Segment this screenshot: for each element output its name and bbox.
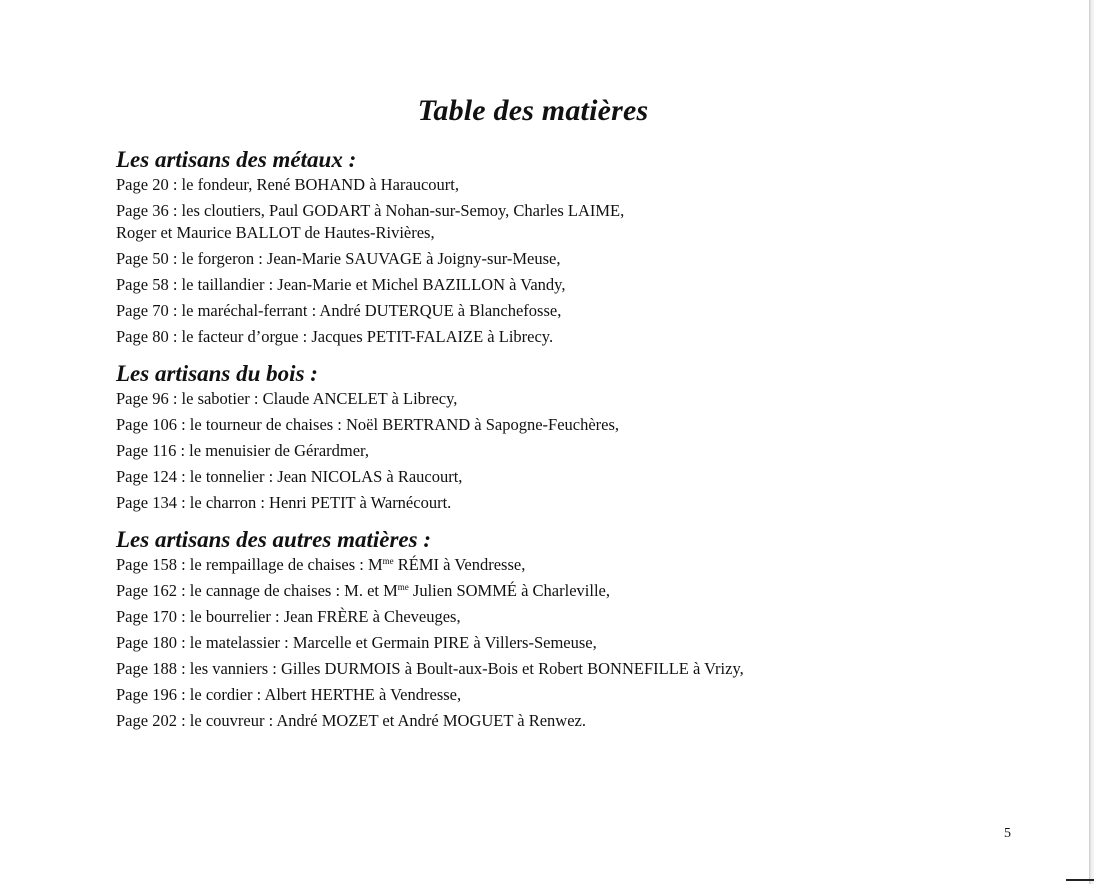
toc-entry [116,492,1056,514]
toc-entry [116,274,1056,296]
toc-entry [116,632,1056,654]
toc-entry-line: Page 20 : le fondeur, René BOHAND à Haraucourt, [116,175,459,194]
toc-entry-text: Page 158 : le rempaillage de chaises : M [116,555,383,574]
toc-entry-line: Page 134 : le charron : Henri PETIT à Warnécourt. [116,493,452,512]
toc-entry-text: Page 162 : le cannage de chaises : M. et M [116,581,398,600]
toc-entry [116,200,1056,244]
toc-entry [116,440,1056,462]
superscript-abbreviation: me [382,556,394,566]
toc-entry [116,658,1056,680]
toc-entry-line: Page 124 : le tonnelier : Jean NICOLAS à Raucourt, [116,467,463,486]
toc-entry [116,684,1056,706]
toc-entry [116,580,1056,602]
toc-entry-line: Page 180 : le matelassier : Marcelle et Germain PIRE à Villers-Semeuse, [116,633,597,652]
toc-entry-line: Page 96 : le sabotier : Claude ANCELET à Librecy, [116,389,458,408]
page-number: 5 [1004,826,1011,841]
toc-entry-line: Page 58 : le taillandier : Jean-Marie et Michel BAZILLON à Vandy, [116,275,566,294]
section-other-materials [116,526,1056,732]
page-title: Table des matières [417,94,649,128]
toc-entry-line: Page 170 : le bourrelier : Jean FRÈRE à Cheveuges, [116,607,461,626]
toc-entry [116,606,1056,628]
toc-entry-line [116,554,1056,576]
toc-entry-line: Page 36 : les cloutiers, Paul GODART à Nohan-sur-Semoy, Charles LAIME, [116,201,625,220]
toc-entry [116,248,1056,270]
superscript-abbreviation: me [397,582,409,592]
toc-entry [116,300,1056,322]
section-heading-metals: Les artisans des métaux : [116,147,357,172]
toc-entry [116,326,1056,348]
toc-entry-line: Page 116 : le menuisier de Gérardmer, [116,441,370,460]
toc-entry-line: Page 196 : le cordier : Albert HERTHE à Vendresse, [116,685,462,704]
toc-entry-text: Julien SOMMÉ à Charleville, [408,581,610,600]
toc-entry [116,554,1056,576]
section-heading-other-materials: Les artisans des autres matières : [116,527,431,552]
toc-entry-line: Roger et Maurice BALLOT de Hautes-Rivières, [116,223,435,242]
toc-entry-line: Page 106 : le tourneur de chaises : Noël BERTRAND à Sapogne-Feuchères, [116,415,620,434]
toc-entry [116,388,1056,410]
table-of-contents [116,146,1056,736]
toc-entry-line: Page 70 : le maréchal-ferrant : André DUTERQUE à Blanchefosse, [116,301,562,320]
toc-entry [116,466,1056,488]
toc-entry [116,710,1056,732]
section-heading-wood: Les artisans du bois : [116,361,318,386]
section-wood [116,360,1056,514]
toc-entry-text: RÉMI à Vendresse, [393,555,526,574]
toc-entry-line: Page 80 : le facteur d’orgue : Jacques PETIT-FALAIZE à Librecy. [116,327,554,346]
toc-entry-line: Page 188 : les vanniers : Gilles DURMOIS à Boult-aux-Bois et Robert BONNEFILLE à Vrizy, [116,659,744,678]
toc-entry-line: Page 202 : le couvreur : André MOZET et André MOGUET à Renwez. [116,711,586,730]
toc-entry [116,414,1056,436]
toc-entry-line: Page 50 : le forgeron : Jean-Marie SAUVAGE à Joigny-sur-Meuse, [116,249,561,268]
section-metals [116,146,1056,348]
page-corner-mark [1066,879,1094,881]
toc-entry-line [116,580,1056,602]
toc-entry [116,174,1056,196]
page-edge-shadow [1089,0,1094,884]
